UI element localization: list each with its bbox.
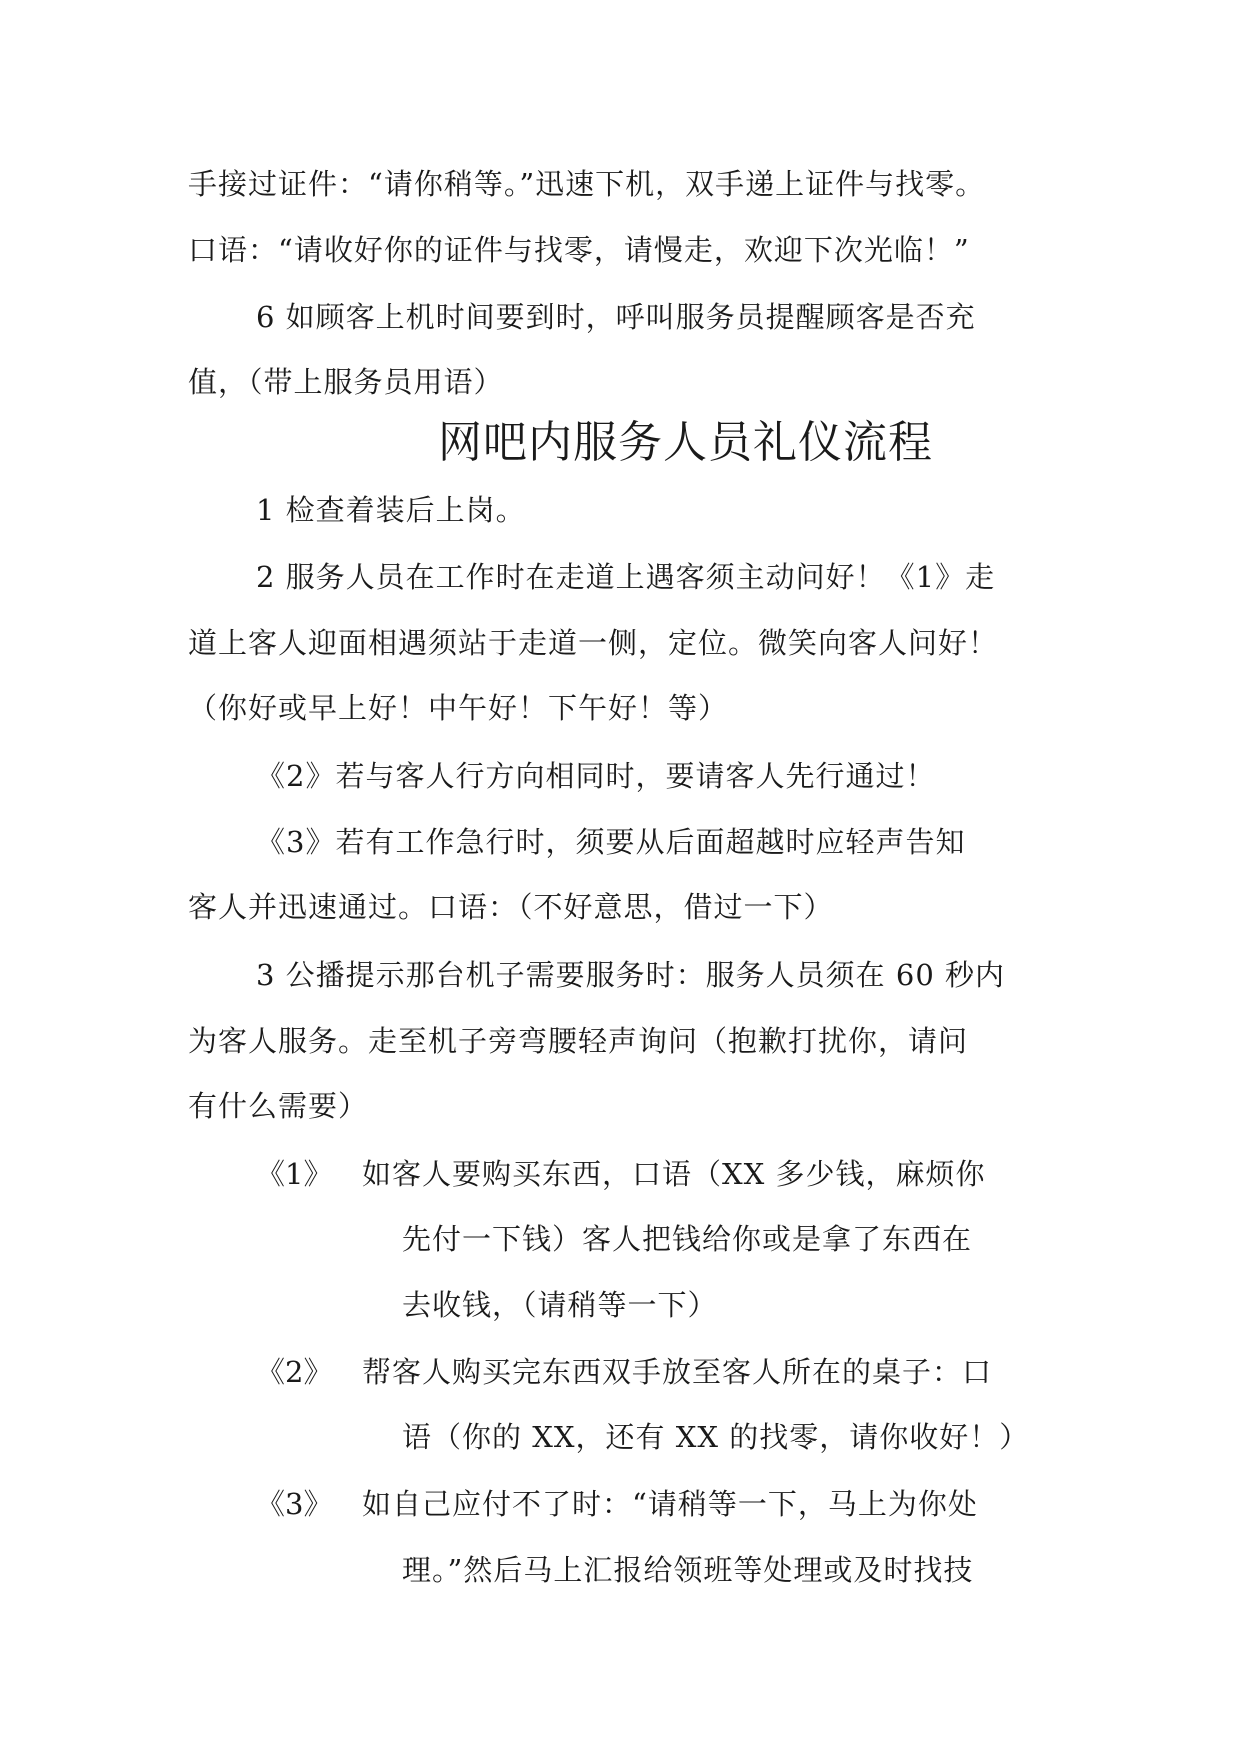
item-2-line-3: （你好或早上好！中午好！下午好！等） xyxy=(188,691,729,725)
item-2-sub-2: 《2》若与客人行方向相同时，要请客人先行通过！ xyxy=(256,759,936,793)
item-1: 1 检查着装后上岗。 xyxy=(256,493,526,527)
item-3-line-3: 有什么需要） xyxy=(188,1089,369,1123)
subitem-2-line-1: 帮客人购买完东西双手放至客人所在的桌子：口 xyxy=(362,1355,993,1389)
item-6-line-2: 值，（带上服务员用语） xyxy=(188,365,504,399)
subitem-2-line-2: 语（你的 XX，还有 XX 的找零，请你收好！） xyxy=(402,1420,1030,1454)
item-3-line-1: 3 公播提示那台机子需要服务时：服务人员须在 60 秒内 xyxy=(256,958,1006,992)
subitem-1-line-3: 去收钱，（请稍等一下） xyxy=(402,1288,718,1322)
subitem-3-line-2: 理。”然后马上汇报给领班等处理或及时找技 xyxy=(402,1553,974,1587)
subitem-3-marker: 《3》 xyxy=(256,1487,333,1521)
subitem-1-line-2: 先付一下钱）客人把钱给你或是拿了东西在 xyxy=(402,1222,973,1256)
section-title: 网吧内服务人员礼仪流程 xyxy=(438,417,933,468)
item-6-line-1: 6 如顾客上机时间要到时，呼叫服务员提醒顾客是否充 xyxy=(256,300,976,334)
subitem-2-marker: 《2》 xyxy=(256,1355,333,1389)
item-3-line-2: 为客人服务。走至机子旁弯腰轻声询问（抱歉打扰你，请问 xyxy=(188,1024,969,1058)
subitem-3-line-1: 如自己应付不了时：“请稍等一下，马上为你处 xyxy=(362,1487,978,1521)
subitem-1-marker: 《1》 xyxy=(256,1157,333,1191)
intro-line-2: 口语：“请收好你的证件与找零，请慢走，欢迎下次光临！” xyxy=(188,233,970,267)
item-2-line-2: 道上客人迎面相遇须站于走道一侧，定位。微笑向客人问好！ xyxy=(188,626,999,660)
item-2-line-1: 2 服务人员在工作时在走道上遇客须主动问好！《1》走 xyxy=(256,560,996,594)
intro-line-1: 手接过证件：“请你稍等。”迅速下机，双手递上证件与找零。 xyxy=(188,167,986,201)
item-2-sub-3-line-2: 客人并迅速通过。口语：（不好意思，借过一下） xyxy=(188,890,834,924)
subitem-1-line-1: 如客人要购买东西，口语（XX 多少钱，麻烦你 xyxy=(362,1157,986,1191)
item-2-sub-3-line-1: 《3》若有工作急行时，须要从后面超越时应轻声告知 xyxy=(256,825,966,859)
